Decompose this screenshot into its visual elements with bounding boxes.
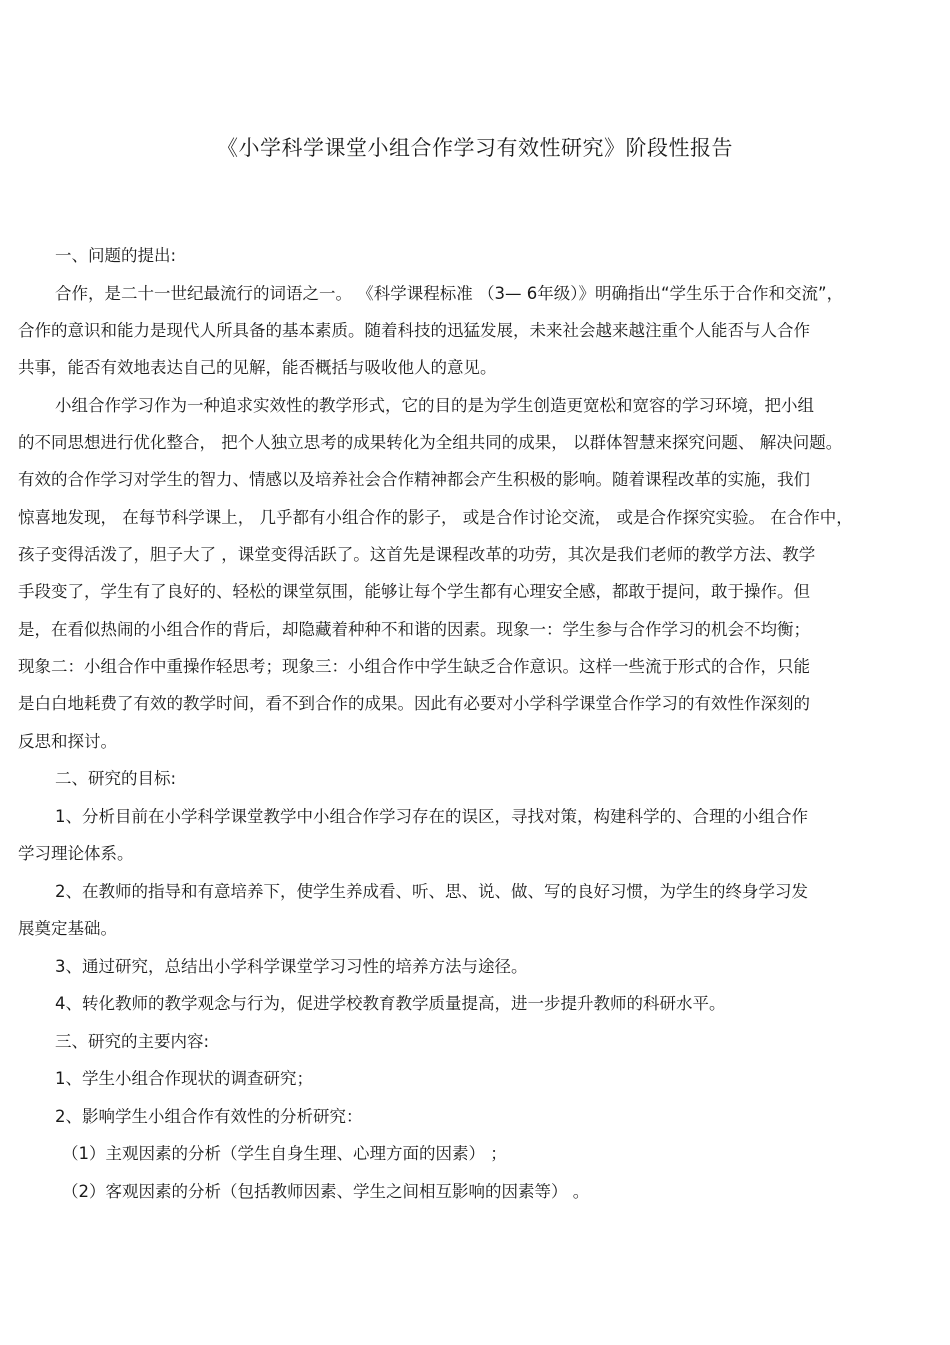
list-item: 4、转化教师的教学观念与行为，促进学校教育教学质量提高，进一步提升教师的科研水平。	[55, 994, 726, 1013]
paragraph-line: 的不同思想进行优化整合， 把个人独立思考的成果转化为全组共同的成果， 以群体智慧来探究问题、 解决问题。	[18, 433, 843, 452]
paragraph-line: 合作的意识和能力是现代人所具备的基本素质。随着科技的迅猛发展，未来社会越来越注重个人能否与人合作	[18, 321, 810, 340]
paragraph-line: 反思和探讨。	[18, 732, 117, 751]
list-item-continuation: 展奠定基础。	[18, 919, 117, 938]
paragraph-line: 现象二：小组合作中重操作轻思考；现象三：小组合作中学生缺乏合作意识。这样一些流于形式的合作，只能	[18, 657, 810, 676]
list-item-continuation: 学习理论体系。	[18, 844, 134, 863]
list-item: 2、在教师的指导和有意培养下，使学生养成看、听、思、说、做、写的良好习惯，为学生的终身学习发	[55, 882, 808, 901]
paragraph-line: 是，在看似热闹的小组合作的背后，却隐藏着种种不和谐的因素。现象一：学生参与合作学习的机会不均衡；	[18, 620, 810, 639]
list-item: 3、通过研究，总结出小学科学课堂学习习性的培养方法与途径。	[55, 957, 528, 976]
section-heading-2: 二、研究的目标:	[55, 769, 177, 788]
sub-list-item: （2）客观因素的分析（包括教师因素、学生之间相互影响的因素等） 。	[62, 1182, 590, 1201]
list-item: 1、学生小组合作现状的调查研究；	[55, 1069, 313, 1088]
paragraph-line: 小组合作学习作为一种追求实效性的教学形式，它的目的是为学生创造更宽松和宽容的学习环境，把小组	[55, 396, 814, 415]
paragraph-line: 是白白地耗费了有效的教学时间，看不到合作的成果。因此有必要对小学科学课堂合作学习的有效性作深刻的	[18, 694, 810, 713]
list-item: 2、影响学生小组合作有效性的分析研究：	[55, 1107, 363, 1126]
paragraph-line: 手段变了，学生有了良好的、轻松的课堂氛围，能够让每个学生都有心理安全感，都敢于提问，敢于操作。但	[18, 582, 810, 601]
section-heading-3: 三、研究的主要内容:	[55, 1032, 210, 1051]
paragraph-line: 共事，能否有效地表达自己的见解，能否概括与吸收他人的意见。	[18, 358, 497, 377]
paragraph-line: 孩子变得活泼了，胆子大了 ，课堂变得活跃了。这首先是课程改革的功劳，其次是我们老师的教学方法、教学	[18, 545, 816, 564]
list-item: 1、分析目前在小学科学课堂教学中小组合作学习存在的误区，寻找对策，构建科学的、合理的小组合作	[55, 807, 808, 826]
section-heading-1: 一、问题的提出:	[55, 246, 177, 265]
paragraph-line: 合作，是二十一世纪最流行的词语之一。 《科学课程标准 （3— 6年级）》明确指出“学生乐于合作和交流”，	[55, 284, 844, 303]
paragraph-line: 惊喜地发现， 在每节科学课上， 几乎都有小组合作的影子， 或是合作讨论交流， 或是合作探究实验。 在合作中，	[18, 508, 853, 527]
paragraph-line: 有效的合作学习对学生的智力、情感以及培养社会合作精神都会产生积极的影响。随着课程改革的实施，我们	[18, 470, 810, 489]
sub-list-item: （1）主观因素的分析（学生自身生理、心理方面的因素） ；	[62, 1144, 507, 1163]
document-title: 《小学科学课堂小组合作学习有效性研究》阶段性报告	[217, 136, 733, 160]
